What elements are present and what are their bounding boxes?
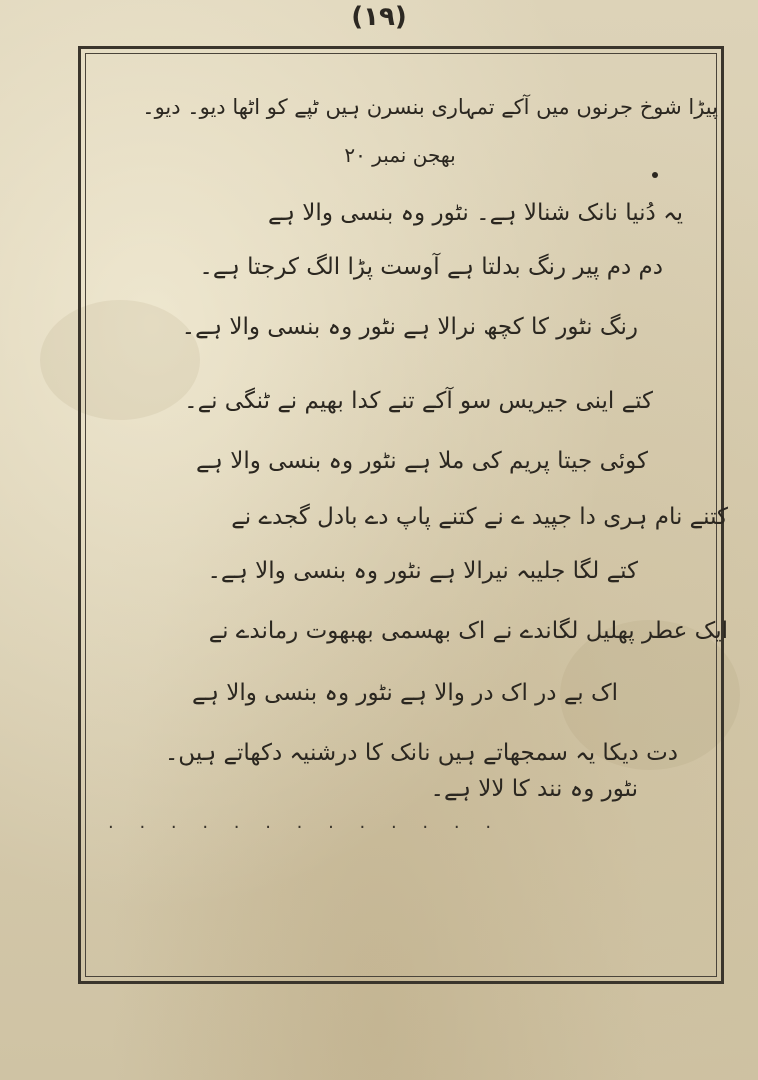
text-line-4: دم دم پیر رنگ بدلتا ہے آوست پڑا الگ کرجتا ہے۔ — [199, 254, 663, 280]
text-line-9: کتے لگا جلیبہ نیرالا ہے نٹور وہ بنسی والا ہے۔ — [207, 558, 638, 584]
text-line-13: نٹور وہ نند کا لالا ہے۔ — [430, 776, 638, 802]
hymn-heading: بھجن نمبر ۲۰ — [344, 143, 456, 167]
text-line-8: کتنے نام ہری دا جپید ے نے کتنے پاپ دے بادل گجدے نے — [231, 504, 728, 530]
page-number: (١٩) — [351, 2, 407, 32]
text-line-5: رنگ نٹور کا کچھ نرالا ہے نٹور وہ بنسی والا ہے۔ — [181, 314, 638, 340]
text-line-3: یہ دُنیا نانک شنالا ہے۔ نٹور وہ بنسی والا ہے — [268, 200, 683, 226]
text-line-11: اک بے در اک در والا ہے نٹور وہ بنسی والا ہے — [191, 680, 618, 706]
bullet-dot — [652, 172, 658, 178]
text-line-10: ایک عطر پھلیل لگاندے نے اک بھسمی بھبھوت رماندے نے — [208, 618, 728, 644]
trailing-dots: . . . . . . . . . . . . . — [108, 812, 502, 832]
text-line-7: کوئی جیتا پریم کی ملا ہے نٹور وہ بنسی والا ہے — [195, 448, 648, 474]
text-line-12: دت دیکا یہ سمجھاتے ہیں نانک کا درشنیہ دکھاتے ہیں۔ — [164, 740, 678, 766]
text-line-6: کتے اینی جیریس سو آکے تنے کدا بھیم نے ٹنگی نے۔ — [184, 388, 653, 414]
text-line-1: پیڑا شوخ جرنوں میں آکے تمہاری بنسرن ہیں ٹپے کو اٹھا دیو۔ دیو۔ — [142, 95, 718, 119]
